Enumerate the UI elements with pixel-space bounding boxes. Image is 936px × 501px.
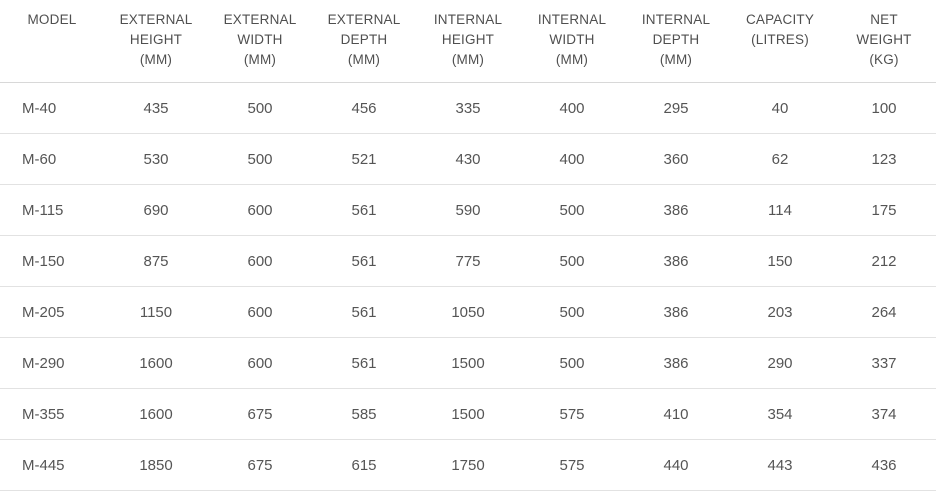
cell-capacity: 40	[728, 83, 832, 134]
table-row	[0, 440, 936, 491]
cell-external-depth: 585	[312, 389, 416, 440]
cell-internal-depth: 295	[624, 83, 728, 134]
column-header-internal-height: INTERNAL HEIGHT (MM)	[416, 0, 520, 83]
cell-net-weight: 123	[832, 134, 936, 185]
cell-model: M-290	[0, 338, 104, 389]
column-header-model: MODEL	[0, 0, 104, 83]
cell-internal-depth: 360	[624, 134, 728, 185]
table-row	[0, 389, 936, 440]
column-header-external-height: EXTERNAL HEIGHT (MM)	[104, 0, 208, 83]
cell-external-height: 1850	[104, 440, 208, 491]
cell-external-height: 435	[104, 83, 208, 134]
table-row	[0, 287, 936, 338]
cell-model: M-150	[0, 236, 104, 287]
cell-internal-height: 335	[416, 83, 520, 134]
cell-internal-width: 500	[520, 236, 624, 287]
column-header-external-width: EXTERNAL WIDTH (MM)	[208, 0, 312, 83]
cell-external-depth: 561	[312, 185, 416, 236]
cell-internal-width: 575	[520, 389, 624, 440]
cell-model: M-205	[0, 287, 104, 338]
column-header-internal-width: INTERNAL WIDTH (MM)	[520, 0, 624, 83]
cell-internal-width: 500	[520, 287, 624, 338]
table-header	[0, 0, 936, 83]
cell-external-depth: 561	[312, 338, 416, 389]
cell-external-depth: 561	[312, 287, 416, 338]
cell-internal-depth: 386	[624, 287, 728, 338]
cell-internal-depth: 386	[624, 236, 728, 287]
cell-net-weight: 100	[832, 83, 936, 134]
cell-external-width: 600	[208, 185, 312, 236]
table-body	[0, 83, 936, 491]
cell-internal-depth: 440	[624, 440, 728, 491]
cell-capacity: 290	[728, 338, 832, 389]
cell-capacity: 443	[728, 440, 832, 491]
table-row	[0, 236, 936, 287]
cell-external-width: 600	[208, 287, 312, 338]
cell-net-weight: 175	[832, 185, 936, 236]
cell-external-depth: 521	[312, 134, 416, 185]
cell-external-depth: 615	[312, 440, 416, 491]
cell-external-width: 675	[208, 389, 312, 440]
cell-internal-width: 575	[520, 440, 624, 491]
cell-external-height: 1600	[104, 338, 208, 389]
cell-internal-height: 775	[416, 236, 520, 287]
cell-internal-width: 400	[520, 134, 624, 185]
cell-internal-width: 400	[520, 83, 624, 134]
column-header-internal-depth: INTERNAL DEPTH (MM)	[624, 0, 728, 83]
cell-net-weight: 374	[832, 389, 936, 440]
cell-external-width: 600	[208, 236, 312, 287]
cell-capacity: 62	[728, 134, 832, 185]
cell-internal-depth: 386	[624, 338, 728, 389]
cell-external-width: 600	[208, 338, 312, 389]
cell-internal-height: 1500	[416, 389, 520, 440]
column-header-external-depth: EXTERNAL DEPTH (MM)	[312, 0, 416, 83]
cell-capacity: 354	[728, 389, 832, 440]
cell-internal-width: 500	[520, 185, 624, 236]
cell-model: M-60	[0, 134, 104, 185]
table-row	[0, 83, 936, 134]
cell-internal-depth: 410	[624, 389, 728, 440]
column-header-net-weight: NET WEIGHT (KG)	[832, 0, 936, 83]
cell-model: M-115	[0, 185, 104, 236]
table-row	[0, 338, 936, 389]
table-header-row	[0, 0, 936, 83]
cell-capacity: 114	[728, 185, 832, 236]
cell-net-weight: 337	[832, 338, 936, 389]
cell-net-weight: 212	[832, 236, 936, 287]
column-header-capacity: CAPACITY (LITRES)	[728, 0, 832, 83]
cell-internal-height: 430	[416, 134, 520, 185]
cell-model: M-40	[0, 83, 104, 134]
cell-model: M-355	[0, 389, 104, 440]
cell-internal-depth: 386	[624, 185, 728, 236]
table-row	[0, 134, 936, 185]
cell-external-depth: 456	[312, 83, 416, 134]
cell-internal-height: 590	[416, 185, 520, 236]
cell-model: M-445	[0, 440, 104, 491]
cell-external-width: 675	[208, 440, 312, 491]
cell-external-height: 690	[104, 185, 208, 236]
cell-internal-width: 500	[520, 338, 624, 389]
cell-external-depth: 561	[312, 236, 416, 287]
cell-external-height: 1150	[104, 287, 208, 338]
cell-external-width: 500	[208, 134, 312, 185]
cell-internal-height: 1750	[416, 440, 520, 491]
cell-internal-height: 1500	[416, 338, 520, 389]
cell-external-width: 500	[208, 83, 312, 134]
cell-external-height: 530	[104, 134, 208, 185]
cell-external-height: 875	[104, 236, 208, 287]
table-row	[0, 185, 936, 236]
cell-external-height: 1600	[104, 389, 208, 440]
cell-internal-height: 1050	[416, 287, 520, 338]
cell-net-weight: 264	[832, 287, 936, 338]
cell-capacity: 203	[728, 287, 832, 338]
cell-capacity: 150	[728, 236, 832, 287]
cell-net-weight: 436	[832, 440, 936, 491]
